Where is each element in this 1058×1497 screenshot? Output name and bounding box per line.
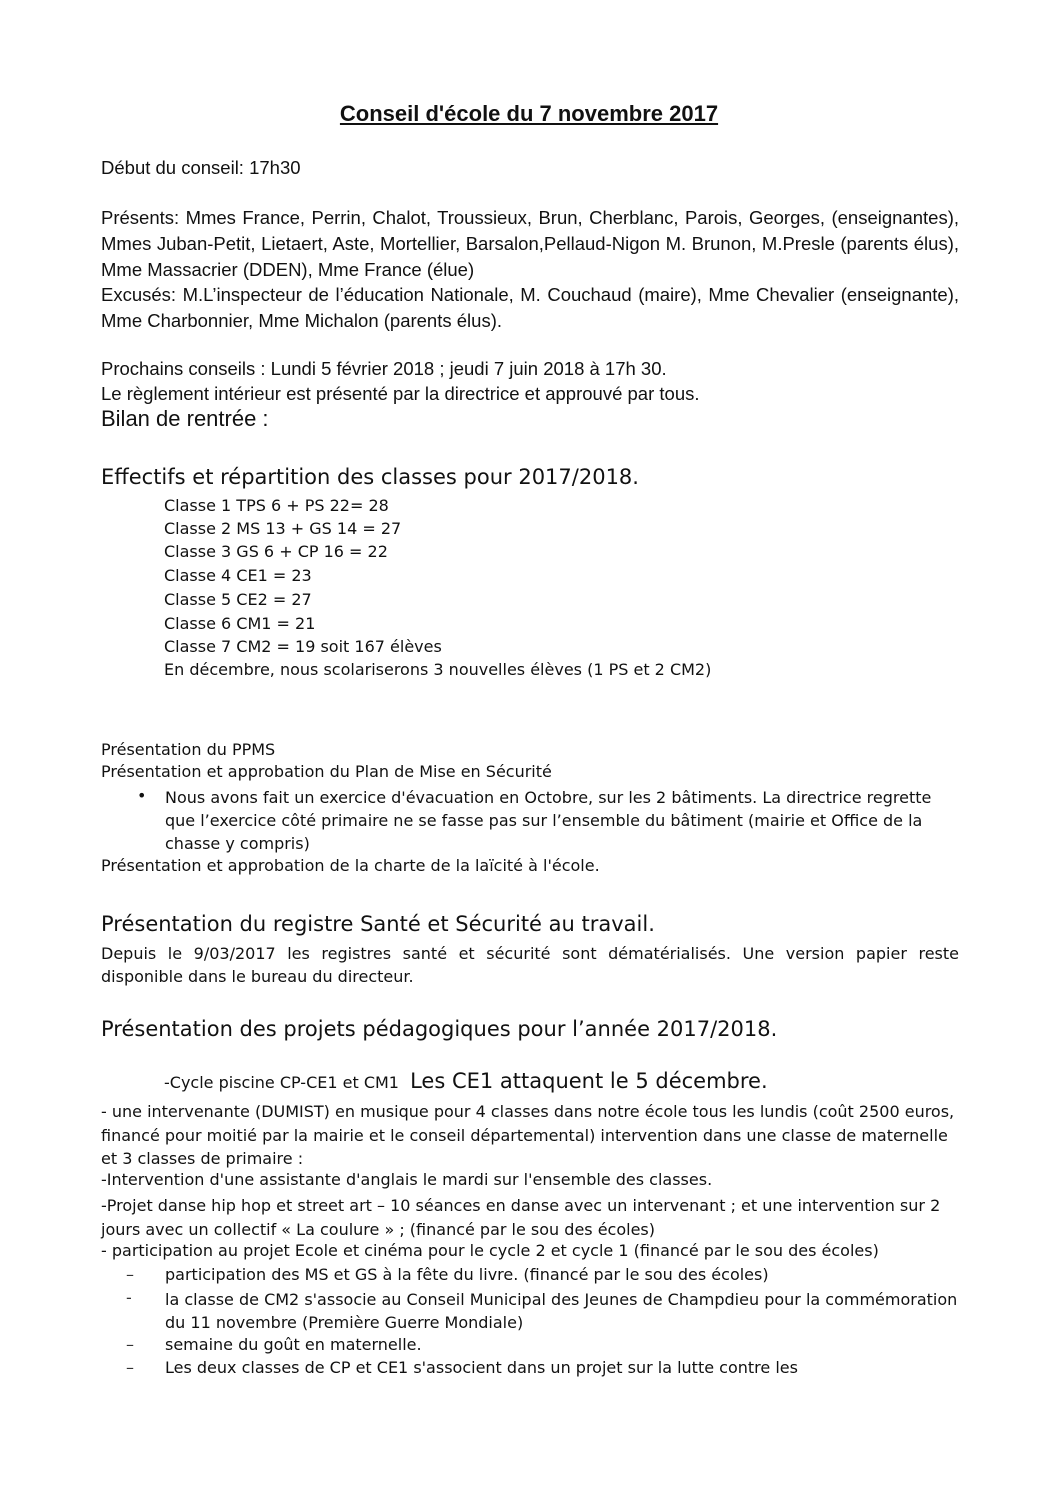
list-item: – participation des MS et GS à la fête du livre. (financé par le sou des écoles) [126,1265,769,1284]
list-item: – semaine du goût en maternelle. [126,1335,422,1354]
list-item: Classe 4 CE1 = 23 [164,566,312,585]
charte-laicite: Présentation et approbation de la charte de la laïcité à l'école. [101,856,600,875]
effectifs-heading: Effectifs et répartition des classes pour 2017/2018. [101,465,639,489]
reglement-interieur: Le règlement intérieur est présenté par la directrice et approuvé par tous. [101,383,700,404]
piscine-text: -Cycle piscine CP-CE1 et CM1 [164,1073,399,1092]
list-item: En décembre, nous scolariserons 3 nouvelles élèves (1 PS et 2 CM2) [164,660,712,679]
dash-icon: - [126,1288,132,1307]
projets-heading: Présentation des projets pédagogiques pour l’année 2017/2018. [101,1017,778,1041]
piscine-highlight: Les CE1 attaquent le 5 décembre. [410,1069,768,1093]
list-item: Classe 5 CE2 = 27 [164,590,312,609]
danse-paragraph: -Projet danse hip hop et street art – 10 séances en danse avec un intervenant ; et une intervention sur 2 jours avec un collectif « La coulure » ; (financé par le sou des écoles) [101,1196,941,1239]
ppms-bullet [101,786,959,852]
presents-paragraph: Présents: Mmes France, Perrin, Chalot, Troussieux, Brun, Cherblanc, Parois, Georges, (enseignantes), Mmes Juban-Petit, Lietaert, Aste, Mortellier, Barsalon,Pellaud-Nigon M. Brunon, M.Presle (parents élus), Mme Massacrier (DDEN), Mme France (élue) [101,207,959,280]
ppms-title: Présentation du PPMS [101,740,276,759]
bilan-heading: Bilan de rentrée : [101,406,269,431]
prochains-conseils: Prochains conseils : Lundi 5 février 2018 ; jeudi 7 juin 2018 à 17h 30. [101,358,667,379]
ppms-bullet-text: Nous avons fait un exercice d'évacuation en Octobre, sur les 2 bâtiments. La directrice regrette que l’exercice côté primaire ne se fasse pas sur l’ensemble du bâtiment (mairie et Office de la chasse y compris) [165,788,932,853]
excuses-paragraph: Excusés: M.L’inspecteur de l’éducation Nationale, M. Couchaud (maire), Mme Chevalier (enseignante), Mme Charbonnier, Mme Michalon (parents élus). [101,284,959,331]
list-item: Classe 6 CM1 = 21 [164,614,316,633]
dash-icon: – [126,1265,134,1284]
dash-icon: – [126,1358,134,1377]
document-title: Conseil d'école du 7 novembre 2017 [339,101,719,126]
musique-paragraph: - une intervenante (DUMIST) en musique pour 4 classes dans notre école tous les lundis (coût 2500 euros, financé pour moitié par la mairie et le conseil départemental) intervention dans une classe de maternelle et 3 classes de primaire : [101,1102,955,1168]
list-item: – Les deux classes de CP et CE1 s'associent dans un projet sur la lutte contre les [126,1358,798,1377]
dash-icon: – [126,1335,134,1354]
registre-text: Depuis le 9/03/2017 les registres santé et sécurité sont dématérialisés. Une version papier reste disponible dans le bureau du directeur. [101,944,959,986]
cinema-line: - participation au projet Ecole et cinéma pour le cycle 2 et cycle 1 (financé par le sou des écoles) [101,1241,879,1260]
list-item: - la classe de CM2 s'associe au Conseil Municipal des Jeunes de Champdieu pour la commémoration du 11 novembre (Première Guerre Mondiale) [126,1288,958,1332]
bullet-icon: • [137,786,147,805]
debut-conseil: Début du conseil: 17h30 [101,157,301,178]
registre-heading: Présentation du registre Santé et Sécurité au travail. [101,912,655,936]
list-item: Classe 2 MS 13 + GS 14 = 27 [164,519,402,538]
piscine-line [164,1069,768,1093]
list-item: Classe 3 GS 6 + CP 16 = 22 [164,542,388,561]
list-item: Classe 7 CM2 = 19 soit 167 élèves [164,637,442,656]
anglais-line: -Intervention d'une assistante d'anglais le mardi sur l'ensemble des classes. [101,1170,713,1189]
ppms-subtitle: Présentation et approbation du Plan de Mise en Sécurité [101,762,552,781]
list-item: Classe 1 TPS 6 + PS 22= 28 [164,496,389,515]
